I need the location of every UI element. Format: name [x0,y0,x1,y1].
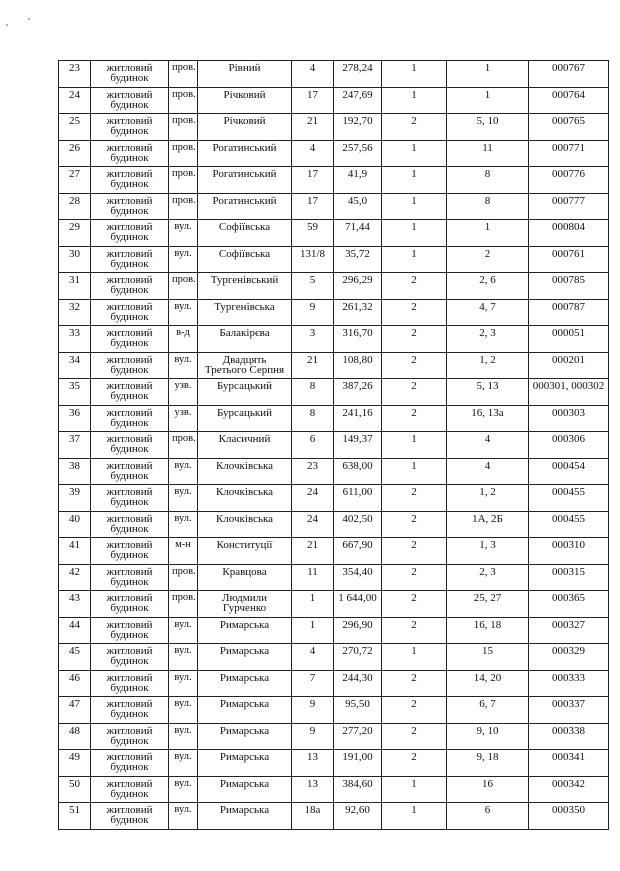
house-number: 8 [292,405,334,432]
object-type: житловий будинок [91,379,169,406]
table-row [59,591,609,618]
row-number: 43 [59,591,91,618]
object-code: 000771 [529,140,609,167]
street-kind: пров. [169,114,198,141]
flats-value: 2, 3 [447,326,529,353]
floors-value: 2 [382,697,447,724]
area-value: 270,72 [334,644,382,671]
area-value: 35,72 [334,246,382,273]
object-code: 000201 [529,352,609,379]
object-type: житловий будинок [91,723,169,750]
floors-value: 2 [382,591,447,618]
table-row [59,538,609,565]
table-row [59,432,609,459]
object-code: 000301, 000302 [529,379,609,406]
object-code: 000350 [529,803,609,830]
area-value: 257,56 [334,140,382,167]
row-number: 45 [59,644,91,671]
floors-value: 2 [382,564,447,591]
street-name: Клочківська [198,485,292,512]
street-name: Бурсацький [198,379,292,406]
street-name: Рогатинський [198,167,292,194]
object-code: 000454 [529,458,609,485]
object-type: житловий будинок [91,511,169,538]
row-number: 35 [59,379,91,406]
area-value: 95,50 [334,697,382,724]
flats-value: 5, 10 [447,114,529,141]
flats-value: 5, 13 [447,379,529,406]
house-number: 21 [292,352,334,379]
house-number: 13 [292,776,334,803]
house-number: 9 [292,299,334,326]
floors-value: 1 [382,167,447,194]
object-type: житловий будинок [91,750,169,777]
street-name: Річковий [198,114,292,141]
house-number: 59 [292,220,334,247]
object-code: 000761 [529,246,609,273]
floors-value: 2 [382,352,447,379]
floors-value: 1 [382,458,447,485]
flats-value: 25, 27 [447,591,529,618]
house-number: 6 [292,432,334,459]
row-number: 37 [59,432,91,459]
floors-value: 2 [382,299,447,326]
object-type: житловий будинок [91,61,169,88]
house-number: 8 [292,379,334,406]
object-code: 000338 [529,723,609,750]
row-number: 30 [59,246,91,273]
row-number: 25 [59,114,91,141]
street-kind: в-д [169,326,198,353]
row-number: 42 [59,564,91,591]
object-code: 000306 [529,432,609,459]
object-type: житловий будинок [91,697,169,724]
street-kind: вул. [169,803,198,830]
house-number: 7 [292,670,334,697]
flats-value: 2, 3 [447,564,529,591]
object-code: 000303 [529,405,609,432]
floors-value: 2 [382,379,447,406]
table-row [59,379,609,406]
street-kind: вул. [169,697,198,724]
street-kind: вул. [169,220,198,247]
flats-value: 4, 7 [447,299,529,326]
housing-registry-table [58,60,609,830]
object-code: 000365 [529,591,609,618]
object-code: 000337 [529,697,609,724]
street-name: Римарська [198,697,292,724]
floors-value: 1 [382,87,447,114]
area-value: 241,16 [334,405,382,432]
street-kind: пров. [169,432,198,459]
table-row [59,140,609,167]
object-code: 000327 [529,617,609,644]
object-code: 000455 [529,485,609,512]
object-type: житловий будинок [91,299,169,326]
street-kind: пров. [169,167,198,194]
object-type: житловий будинок [91,776,169,803]
floors-value: 1 [382,193,447,220]
house-number: 4 [292,140,334,167]
area-value: 278,24 [334,61,382,88]
area-value: 1 644,00 [334,591,382,618]
street-kind: вул. [169,723,198,750]
object-type: житловий будинок [91,538,169,565]
street-name: Рогатинський [198,140,292,167]
house-number: 5 [292,273,334,300]
area-value: 296,29 [334,273,382,300]
street-name: Римарська [198,750,292,777]
street-kind: вул. [169,776,198,803]
object-code: 000776 [529,167,609,194]
flats-value: 1 [447,61,529,88]
street-name: Римарська [198,670,292,697]
table-row [59,246,609,273]
house-number: 131/8 [292,246,334,273]
street-name: Римарська [198,617,292,644]
table-row [59,723,609,750]
street-kind: узв. [169,405,198,432]
table-row [59,803,609,830]
flats-value: 1, 3 [447,538,529,565]
street-kind: вул. [169,352,198,379]
area-value: 45,0 [334,193,382,220]
row-number: 26 [59,140,91,167]
street-kind: пров. [169,591,198,618]
floors-value: 1 [382,432,447,459]
street-name: Двадцять Третього Серпня [198,352,292,379]
street-name: Римарська [198,776,292,803]
area-value: 247,69 [334,87,382,114]
object-type: житловий будинок [91,273,169,300]
table-row [59,564,609,591]
object-type: житловий будинок [91,167,169,194]
object-code: 000333 [529,670,609,697]
house-number: 24 [292,485,334,512]
floors-value: 2 [382,485,447,512]
row-number: 24 [59,87,91,114]
area-value: 402,50 [334,511,382,538]
area-value: 277,20 [334,723,382,750]
house-number: 21 [292,114,334,141]
object-type: житловий будинок [91,803,169,830]
flats-value: 14, 20 [447,670,529,697]
object-type: житловий будинок [91,87,169,114]
street-kind: вул. [169,485,198,512]
floors-value: 1 [382,220,447,247]
house-number: 23 [292,458,334,485]
floors-value: 2 [382,723,447,750]
table-row [59,697,609,724]
object-code: 000764 [529,87,609,114]
street-kind: пров. [169,87,198,114]
flats-value: 9, 18 [447,750,529,777]
house-number: 17 [292,87,334,114]
street-name: Конституції [198,538,292,565]
flats-value: 1, 2 [447,485,529,512]
street-name: Кравцова [198,564,292,591]
object-type: житловий будинок [91,326,169,353]
table-row [59,167,609,194]
floors-value: 2 [382,511,447,538]
row-number: 39 [59,485,91,512]
table-row [59,352,609,379]
area-value: 261,32 [334,299,382,326]
table-row [59,644,609,671]
row-number: 29 [59,220,91,247]
house-number: 17 [292,167,334,194]
floors-value: 1 [382,246,447,273]
row-number: 51 [59,803,91,830]
house-number: 1 [292,591,334,618]
house-number: 4 [292,644,334,671]
object-code: 000342 [529,776,609,803]
row-number: 34 [59,352,91,379]
flats-value: 4 [447,432,529,459]
row-number: 50 [59,776,91,803]
floors-value: 2 [382,670,447,697]
row-number: 27 [59,167,91,194]
area-value: 192,70 [334,114,382,141]
street-name: Класичний [198,432,292,459]
flats-value: 1 [447,87,529,114]
house-number: 24 [292,511,334,538]
floors-value: 2 [382,617,447,644]
street-name: Бурсацький [198,405,292,432]
table-row [59,458,609,485]
table-row [59,670,609,697]
house-number: 9 [292,697,334,724]
row-number: 32 [59,299,91,326]
house-number: 1 [292,617,334,644]
street-kind: вул. [169,617,198,644]
object-code: 000310 [529,538,609,565]
street-name: Клочківська [198,511,292,538]
table-row [59,617,609,644]
floors-value: 1 [382,140,447,167]
flats-value: 11 [447,140,529,167]
row-number: 46 [59,670,91,697]
table-row [59,750,609,777]
object-type: житловий будинок [91,564,169,591]
street-kind: вул. [169,670,198,697]
floors-value: 1 [382,644,447,671]
flats-value: 16 [447,776,529,803]
street-kind: узв. [169,379,198,406]
object-code: 000767 [529,61,609,88]
street-name: Тургенівська [198,299,292,326]
table-row [59,776,609,803]
street-name: Софіївська [198,246,292,273]
street-name: Римарська [198,723,292,750]
street-name: Римарська [198,803,292,830]
floors-value: 2 [382,750,447,777]
object-type: житловий будинок [91,352,169,379]
object-type: житловий будинок [91,432,169,459]
area-value: 611,00 [334,485,382,512]
street-kind: вул. [169,458,198,485]
object-type: житловий будинок [91,458,169,485]
table-row [59,326,609,353]
row-number: 44 [59,617,91,644]
area-value: 244,30 [334,670,382,697]
street-kind: пров. [169,193,198,220]
area-value: 149,37 [334,432,382,459]
house-number: 9 [292,723,334,750]
scan-mark [28,18,30,20]
floors-value: 1 [382,61,447,88]
object-type: житловий будинок [91,485,169,512]
area-value: 296,90 [334,617,382,644]
area-value: 108,80 [334,352,382,379]
table-row [59,114,609,141]
object-code: 000455 [529,511,609,538]
house-number: 13 [292,750,334,777]
street-kind: пров. [169,140,198,167]
street-kind: м-н [169,538,198,565]
area-value: 71,44 [334,220,382,247]
house-number: 3 [292,326,334,353]
street-name: Людмили Гурченко [198,591,292,618]
table-row [59,61,609,88]
area-value: 638,00 [334,458,382,485]
object-type: житловий будинок [91,140,169,167]
area-value: 354,40 [334,564,382,591]
area-value: 92,60 [334,803,382,830]
row-number: 41 [59,538,91,565]
object-code: 000804 [529,220,609,247]
row-number: 33 [59,326,91,353]
house-number: 18а [292,803,334,830]
object-type: житловий будинок [91,220,169,247]
object-type: житловий будинок [91,617,169,644]
house-number: 11 [292,564,334,591]
floors-value: 2 [382,405,447,432]
table-row [59,511,609,538]
house-number: 17 [292,193,334,220]
house-number: 21 [292,538,334,565]
floors-value: 2 [382,326,447,353]
house-number: 4 [292,61,334,88]
flats-value: 2, 6 [447,273,529,300]
flats-value: 2 [447,246,529,273]
floors-value: 1 [382,776,447,803]
object-type: житловий будинок [91,644,169,671]
flats-value: 1 [447,220,529,247]
street-name: Рівний [198,61,292,88]
street-name: Клочківська [198,458,292,485]
table-row [59,273,609,300]
row-number: 28 [59,193,91,220]
object-type: житловий будинок [91,405,169,432]
street-kind: пров. [169,564,198,591]
floors-value: 2 [382,273,447,300]
street-name: Софіївська [198,220,292,247]
street-name: Тургенівський [198,273,292,300]
area-value: 387,26 [334,379,382,406]
street-kind: вул. [169,511,198,538]
row-number: 38 [59,458,91,485]
row-number: 48 [59,723,91,750]
object-type: житловий будинок [91,114,169,141]
table-row [59,193,609,220]
street-kind: вул. [169,246,198,273]
street-kind: пров. [169,273,198,300]
flats-value: 15 [447,644,529,671]
street-name: Річковий [198,87,292,114]
flats-value: 6, 7 [447,697,529,724]
floors-value: 1 [382,803,447,830]
row-number: 36 [59,405,91,432]
object-code: 000341 [529,750,609,777]
row-number: 49 [59,750,91,777]
flats-value: 1, 2 [447,352,529,379]
area-value: 191,00 [334,750,382,777]
object-code: 000315 [529,564,609,591]
object-code: 000787 [529,299,609,326]
object-code: 000785 [529,273,609,300]
object-type: житловий будинок [91,591,169,618]
object-code: 000051 [529,326,609,353]
scan-speck [6,24,8,26]
object-code: 000777 [529,193,609,220]
flats-value: 16, 13а [447,405,529,432]
object-type: житловий будинок [91,670,169,697]
flats-value: 16, 18 [447,617,529,644]
table-row [59,405,609,432]
flats-value: 4 [447,458,529,485]
street-name: Рогатинський [198,193,292,220]
object-type: житловий будинок [91,193,169,220]
flats-value: 9, 10 [447,723,529,750]
street-kind: вул. [169,299,198,326]
area-value: 667,90 [334,538,382,565]
object-code: 000765 [529,114,609,141]
street-kind: вул. [169,750,198,777]
row-number: 40 [59,511,91,538]
row-number: 23 [59,61,91,88]
area-value: 41,9 [334,167,382,194]
flats-value: 6 [447,803,529,830]
flats-value: 8 [447,167,529,194]
table-row [59,87,609,114]
table-row [59,299,609,326]
area-value: 316,70 [334,326,382,353]
street-kind: вул. [169,644,198,671]
street-name: Балакірєва [198,326,292,353]
street-kind: пров. [169,61,198,88]
row-number: 47 [59,697,91,724]
flats-value: 8 [447,193,529,220]
object-type: житловий будинок [91,246,169,273]
table-row [59,220,609,247]
area-value: 384,60 [334,776,382,803]
row-number: 31 [59,273,91,300]
street-name: Римарська [198,644,292,671]
floors-value: 2 [382,114,447,141]
floors-value: 2 [382,538,447,565]
object-code: 000329 [529,644,609,671]
flats-value: 1А, 2Б [447,511,529,538]
table-row [59,485,609,512]
